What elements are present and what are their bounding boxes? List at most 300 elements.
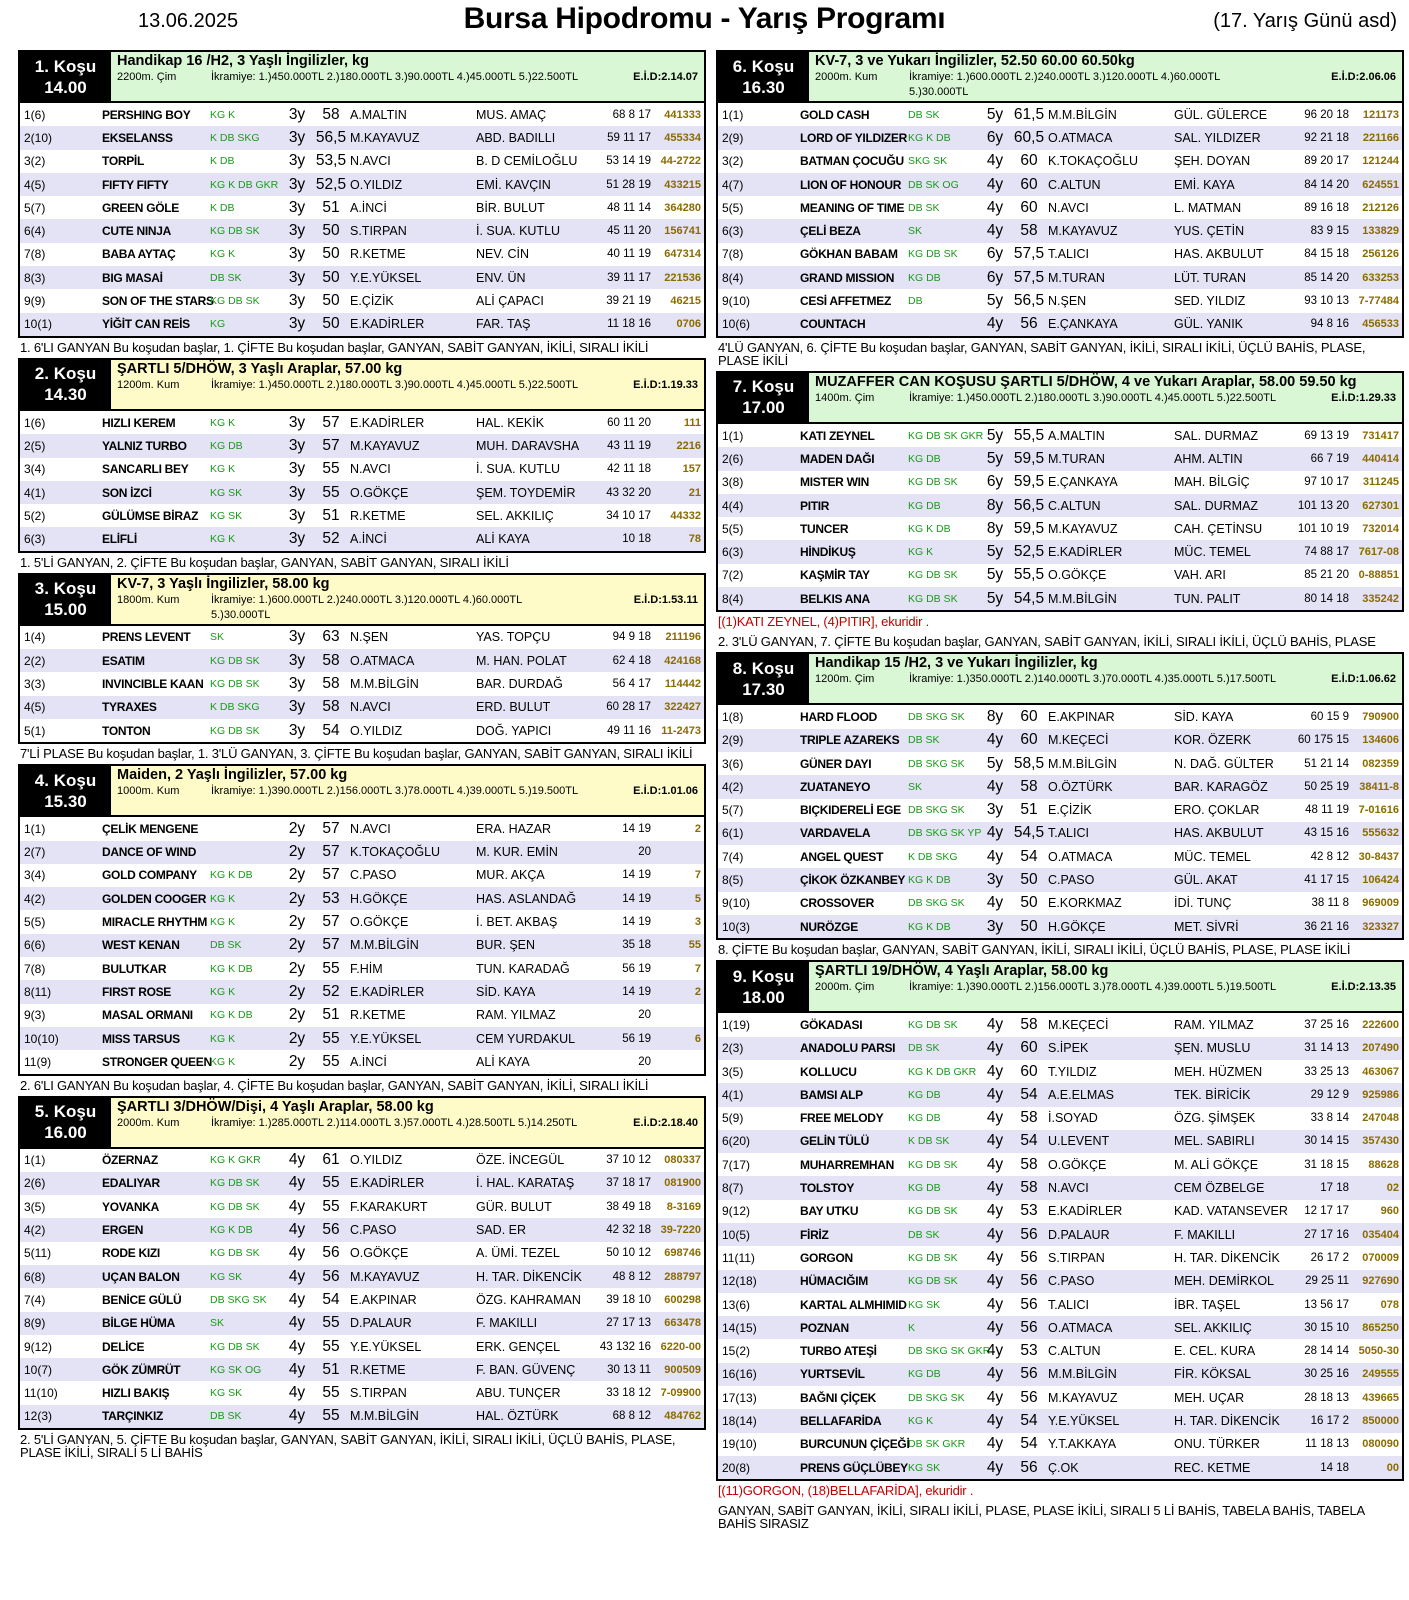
entry-number: 11(11) [722, 1250, 755, 1265]
table-row[interactable] [20, 1335, 704, 1358]
equipment: KG K DB GKR [908, 1065, 977, 1078]
table-row[interactable] [718, 892, 1402, 915]
owner: CEM ÖZBELGE [1174, 1181, 1265, 1196]
table-row[interactable] [20, 1149, 704, 1172]
table-row[interactable] [718, 173, 1402, 196]
stats: 10 18 [622, 533, 651, 546]
age: 8y [986, 496, 1004, 514]
table-row[interactable] [718, 447, 1402, 470]
table-row[interactable] [718, 1363, 1402, 1386]
jockey: E.KADİRLER [350, 317, 425, 332]
table-row[interactable] [20, 504, 704, 527]
entry-list [718, 103, 1402, 336]
horse-name: PRENS GÜÇLÜBEY [800, 1460, 908, 1475]
weight: 51 [1020, 801, 1038, 819]
stats: 14 19 [622, 822, 651, 835]
race-record: E.İ.D:2.06.06 [1331, 71, 1396, 83]
age: 4y [288, 1407, 306, 1425]
jockey: E.KADİRLER [350, 415, 425, 430]
table-row[interactable] [20, 1312, 704, 1335]
horse-name: FIRST ROSE [102, 984, 172, 999]
last-runs: 211196 [665, 631, 701, 644]
table-row[interactable] [718, 1409, 1402, 1432]
stats: 39 11 17 [607, 271, 651, 284]
table-row[interactable] [718, 1130, 1402, 1153]
stats: 33 25 13 [1304, 1065, 1349, 1078]
table-row[interactable] [718, 868, 1402, 891]
table-row[interactable] [718, 494, 1402, 517]
table-row[interactable] [718, 424, 1402, 447]
last-runs: 035404 [1362, 1228, 1399, 1241]
entry-number: 4(1) [722, 1087, 744, 1102]
equipment: KG K GKR [210, 1154, 261, 1167]
table-row[interactable] [718, 1060, 1402, 1083]
weight: 56 [1020, 1458, 1038, 1476]
race-time: 14.00 [44, 77, 87, 97]
equipment: KG DB SK [908, 569, 958, 582]
horse-name: KAŞMİR TAY [800, 568, 870, 583]
table-row[interactable] [718, 517, 1402, 540]
jockey: F.HİM [350, 961, 383, 976]
last-runs: 357430 [1362, 1135, 1399, 1148]
table-row[interactable] [20, 934, 704, 957]
equipment: KG K DB [908, 874, 951, 887]
owner: ENV. ÜN [476, 270, 526, 285]
age: 4y [986, 175, 1004, 193]
table-row[interactable] [20, 980, 704, 1003]
race-prize: İkramiye: 1.)450.000TL 2.)180.000TL 3.)90.000TL 4.)45.000TL 5.)22.500TL [211, 378, 579, 391]
owner: HAS. ASLANDAĞ [476, 891, 577, 906]
jockey: T.ALICI [1048, 826, 1089, 841]
stats: 33 18 12 [606, 1387, 651, 1400]
table-row[interactable] [718, 752, 1402, 775]
entry-number: 11(9) [24, 1054, 52, 1069]
horse-name: BAMSI ALP [800, 1087, 863, 1102]
table-row[interactable] [718, 1316, 1402, 1339]
race-number: 7. Koşu [732, 377, 795, 397]
jockey: H.GÖKÇE [1048, 919, 1106, 934]
table-row[interactable] [20, 243, 704, 266]
horse-name: GORGON [800, 1250, 853, 1265]
table-row[interactable] [20, 313, 704, 336]
weight: 57,5 [1013, 268, 1045, 286]
table-row[interactable] [20, 649, 704, 672]
last-runs: 484762 [664, 1410, 701, 1423]
horse-name: DANCE OF WIND [102, 845, 197, 860]
table-row[interactable] [718, 471, 1402, 494]
jockey: O.ATMACA [1048, 130, 1113, 145]
entry-number: 10(5) [722, 1227, 751, 1242]
age: 6y [986, 473, 1004, 491]
entry-number: 10(6) [722, 317, 751, 332]
owner: CEM YURDAKUL [476, 1031, 576, 1046]
table-row[interactable] [20, 219, 704, 242]
jockey: O.GÖKÇE [1048, 1157, 1107, 1172]
table-row[interactable] [20, 1242, 704, 1265]
jockey: D.PALAUR [350, 1316, 412, 1331]
table-row[interactable] [20, 672, 704, 695]
owner: N. DAĞ. GÜLTER [1174, 756, 1274, 771]
horse-name: INVINCIBLE KAAN [102, 676, 204, 691]
age: 4y [986, 1295, 1004, 1313]
table-row[interactable] [20, 126, 704, 149]
age: 3y [288, 413, 306, 431]
owner: B. D CEMİLOĞLU [476, 154, 578, 169]
table-row[interactable] [20, 864, 704, 887]
table-row[interactable] [718, 1083, 1402, 1106]
table-row[interactable] [20, 1358, 704, 1381]
table-row[interactable] [718, 150, 1402, 173]
equipment: K DB SK [908, 1135, 950, 1148]
jockey: N.AVCI [350, 821, 391, 836]
race-block [716, 50, 1404, 338]
table-row[interactable] [718, 126, 1402, 149]
table-row[interactable] [20, 1265, 704, 1288]
stats: 30 13 11 [607, 1363, 651, 1376]
table-row[interactable] [20, 887, 704, 910]
stats: 43 15 16 [1304, 827, 1349, 840]
last-runs: 627301 [1362, 499, 1399, 512]
owner: TUN. PALIT [1174, 591, 1241, 606]
race-prize: İkramiye: 1.)390.000TL 2.)156.000TL 3.)78.000TL 4.)39.000TL 5.)19.500TL [909, 981, 1277, 994]
equipment: DB SKG SK [908, 1391, 965, 1404]
stats: 38 11 8 [1311, 897, 1349, 910]
stats: 40 11 19 [607, 248, 651, 261]
weight: 58 [1020, 777, 1038, 795]
stats: 84 15 18 [1304, 248, 1349, 261]
race-block [18, 1096, 706, 1431]
owner: ALİ KAYA [476, 532, 530, 547]
entry-number: 1(1) [722, 107, 744, 122]
race-title: MUZAFFER CAN KOŞUSU ŞARTLI 5/DHÖW, 4 ve Yukarı Araplar, 58.00 59.50 kg [815, 373, 1357, 390]
last-runs: 2 [694, 822, 701, 835]
last-runs: 78 [688, 533, 701, 546]
table-row[interactable] [718, 289, 1402, 312]
table-row[interactable] [20, 1288, 704, 1311]
owner: ŞEH. DOYAN [1174, 154, 1251, 169]
race-number-box [20, 52, 111, 101]
table-row[interactable] [20, 527, 704, 550]
equipment: DB SK [210, 271, 242, 284]
race-record: E.İ.D:2.18.40 [633, 1116, 698, 1129]
race-prize: İkramiye: 1.)450.000TL 2.)180.000TL 3.)90.000TL 4.)45.000TL 5.)22.500TL [909, 391, 1277, 404]
equipment: DB SK [210, 939, 242, 952]
stats: 37 25 16 [1304, 1018, 1349, 1031]
last-runs: 221536 [664, 271, 701, 284]
stats: 30 25 16 [1304, 1368, 1349, 1381]
race-number-box [718, 52, 809, 101]
horse-name: FİRİZ [800, 1227, 829, 1242]
last-runs: 21 [688, 486, 701, 499]
weight: 54 [1020, 1435, 1038, 1453]
owner: LÜT. TURAN [1174, 270, 1247, 285]
last-runs: 0-88851 [1358, 569, 1399, 582]
equipment: KG DB SK [210, 1200, 260, 1213]
jockey: C.PASO [1048, 873, 1095, 888]
race-info [111, 575, 704, 624]
race-title: Handikap 15 /H2, 3 ve Yukarı İngilizler, kg [815, 655, 1098, 672]
weight: 56 [1020, 1365, 1038, 1383]
table-row[interactable] [20, 1195, 704, 1218]
table-row[interactable] [20, 696, 704, 719]
jockey: M.M.BİLGİN [1048, 107, 1117, 122]
equipment: KG DB SK [210, 677, 260, 690]
stats: 85 21 20 [1304, 569, 1349, 582]
jockey: M.KEÇECİ [1048, 733, 1109, 748]
race-number: 4. Koşu [34, 770, 97, 790]
race-info [809, 52, 1402, 101]
weight: 55 [322, 1407, 340, 1425]
table-row[interactable] [20, 817, 704, 840]
last-runs: 121173 [1362, 108, 1399, 121]
owner: İ. SUA. KUTLU [476, 224, 561, 239]
entry-number: 1(6) [24, 415, 46, 430]
table-row[interactable] [718, 1293, 1402, 1316]
table-row[interactable] [718, 219, 1402, 242]
race-header [20, 575, 704, 626]
entry-number: 3(2) [722, 154, 744, 169]
last-runs: 5050-30 [1358, 1345, 1399, 1358]
weight: 51 [322, 198, 340, 216]
horse-name: HIZLI KEREM [102, 415, 176, 430]
equipment: KG K DB [210, 869, 253, 882]
table-row[interactable] [718, 799, 1402, 822]
table-row[interactable] [20, 458, 704, 481]
stats: 89 20 17 [1304, 155, 1349, 168]
horse-name: MADEN DAĞI [800, 451, 875, 466]
equipment: KG DB [908, 271, 941, 284]
last-runs: 44-2722 [660, 155, 701, 168]
equipment: DB SKG SK [908, 897, 965, 910]
table-row[interactable] [20, 1218, 704, 1241]
weight: 63 [322, 628, 340, 646]
horse-name: COUNTACH [800, 317, 866, 332]
horse-name: BAY UTKU [800, 1204, 859, 1219]
stats: 50 10 12 [606, 1247, 651, 1260]
entry-number: 7(8) [722, 247, 744, 262]
table-row[interactable] [718, 1037, 1402, 1060]
table-row[interactable] [718, 587, 1402, 610]
horse-name: GREEN GÖLE [102, 200, 180, 215]
weight: 54 [1020, 1085, 1038, 1103]
age: 4y [986, 824, 1004, 842]
table-row[interactable] [20, 173, 704, 196]
horse-name: SON OF THE STARS [102, 294, 214, 309]
table-row[interactable] [20, 626, 704, 649]
weight: 59,5 [1013, 449, 1045, 467]
race-distance: 1400m. Çim [815, 391, 875, 404]
table-row[interactable] [20, 481, 704, 504]
age: 4y [986, 1202, 1004, 1220]
table-row[interactable] [718, 1013, 1402, 1036]
last-runs: 7 [694, 962, 701, 975]
table-row[interactable] [20, 719, 704, 742]
table-row[interactable] [718, 1270, 1402, 1293]
weight: 56 [1020, 1272, 1038, 1290]
table-row[interactable] [20, 289, 704, 312]
table-row[interactable] [20, 266, 704, 289]
stats: 16 17 2 [1310, 1415, 1349, 1427]
race-distance: 2000m. Kum [815, 71, 878, 83]
age: 2y [288, 982, 306, 1000]
table-row[interactable] [718, 103, 1402, 126]
equipment: KG DB SK [908, 1251, 958, 1264]
race-number-box [20, 766, 111, 815]
table-row[interactable] [718, 915, 1402, 938]
entry-number: 1(6) [24, 107, 46, 122]
entry-list [20, 626, 704, 742]
entry-number: 14(15) [722, 1320, 757, 1335]
weight: 60 [1020, 198, 1038, 216]
table-row[interactable] [718, 313, 1402, 336]
last-runs: 6220-00 [660, 1340, 701, 1353]
stats: 94 8 16 [1310, 318, 1349, 331]
owner: SED. YILDIZ [1174, 294, 1246, 309]
table-row[interactable] [20, 411, 704, 434]
entry-number: 4(7) [722, 177, 744, 192]
table-row[interactable] [20, 434, 704, 457]
stats: 14 19 [622, 985, 651, 998]
table-row[interactable] [718, 243, 1402, 266]
last-runs: 732014 [1362, 522, 1399, 535]
table-row[interactable] [718, 564, 1402, 587]
entry-number: 3(5) [24, 1199, 46, 1214]
last-runs: 88628 [1368, 1158, 1399, 1171]
equipment: KG SK [908, 1298, 941, 1311]
last-runs: 698746 [664, 1247, 701, 1260]
table-row[interactable] [718, 1153, 1402, 1176]
table-row[interactable] [718, 822, 1402, 845]
table-row[interactable] [20, 957, 704, 980]
race-info [809, 654, 1402, 703]
stats: 14 19 [622, 869, 651, 882]
race-record: E.İ.D:1.01.06 [633, 785, 698, 798]
owner: İ. SUA. KUTLU [476, 462, 561, 477]
entry-number: 1(4) [24, 630, 46, 645]
equipment: DB SK [908, 108, 940, 121]
equipment: KG DB SK [210, 295, 260, 308]
jockey: S.TIRPAN [1048, 1250, 1105, 1265]
table-row[interactable] [20, 841, 704, 864]
table-row[interactable] [718, 1246, 1402, 1269]
table-row[interactable] [20, 196, 704, 219]
entry-number: 7(8) [24, 961, 46, 976]
owner: İ. BET. AKBAŞ [476, 915, 558, 930]
race-record: E.İ.D:1.29.33 [1331, 391, 1396, 404]
table-row[interactable] [20, 1405, 704, 1428]
owner: SAL. DURMAZ [1174, 428, 1259, 443]
jockey: R.KETME [350, 247, 406, 262]
age: 3y [288, 628, 306, 646]
race-number: 2. Koşu [34, 364, 97, 384]
equipment: KG K [908, 546, 934, 559]
jockey: O.ÖZTÜRK [1048, 779, 1113, 794]
weight: 58 [322, 651, 340, 669]
table-row[interactable] [718, 1339, 1402, 1362]
stats: 12 17 17 [1304, 1205, 1349, 1218]
entry-number: 2(6) [24, 1176, 46, 1191]
table-row[interactable] [718, 540, 1402, 563]
age: 4y [288, 1360, 306, 1378]
equipment: SK [210, 631, 225, 644]
age: 4y [288, 1221, 306, 1239]
table-row[interactable] [718, 705, 1402, 728]
owner: HAL. ÖZTÜRK [476, 1409, 559, 1424]
horse-name: ANADOLU PARSI [800, 1041, 896, 1056]
horse-name: BELLAFARİDA [800, 1414, 882, 1428]
last-runs: 082359 [1362, 757, 1399, 770]
last-runs: 133829 [1362, 225, 1399, 238]
equipment: KG SK [210, 509, 243, 522]
table-row[interactable] [718, 1176, 1402, 1199]
table-row[interactable] [20, 1172, 704, 1195]
table-row[interactable] [20, 1027, 704, 1050]
table-row[interactable] [20, 1381, 704, 1404]
entry-number: 4(2) [24, 891, 46, 906]
equipment: KG K [210, 985, 236, 998]
owner: F. MAKILLI [476, 1316, 538, 1331]
table-row[interactable] [20, 1004, 704, 1027]
jockey: M.TURAN [1048, 451, 1105, 466]
table-row[interactable] [20, 103, 704, 126]
entry-number: 12(18) [722, 1274, 757, 1289]
table-row[interactable] [718, 196, 1402, 219]
equipment: KG [210, 318, 226, 331]
table-row[interactable] [718, 1107, 1402, 1130]
table-row[interactable] [718, 1456, 1402, 1479]
table-row[interactable] [718, 266, 1402, 289]
stats: 14 19 [622, 916, 651, 929]
table-row[interactable] [20, 1050, 704, 1073]
equipment: KG K [210, 916, 236, 929]
equipment: KG DB [908, 499, 941, 512]
table-row[interactable] [718, 1433, 1402, 1456]
owner: AHM. ALTIN [1174, 451, 1243, 466]
entry-number: 6(3) [722, 224, 744, 239]
owner: SİD. KAYA [1174, 709, 1234, 724]
entry-number: 17(13) [722, 1390, 757, 1405]
jockey: S.İPEK [1048, 1041, 1089, 1056]
entry-number: 18(14) [722, 1414, 757, 1428]
weight: 59,5 [1013, 473, 1045, 491]
race-number-box [718, 962, 809, 1011]
entry-number: 7(17) [722, 1157, 751, 1172]
table-row[interactable] [718, 1200, 1402, 1223]
entry-number: 3(8) [722, 475, 744, 490]
race-header [20, 766, 704, 817]
entry-number: 2(2) [24, 653, 46, 668]
owner: TUN. KARADAĞ [476, 961, 570, 976]
owner: NEV. CİN [476, 247, 530, 262]
age: 4y [986, 1085, 1004, 1103]
table-row[interactable] [718, 729, 1402, 752]
age: 5y [986, 449, 1004, 467]
stats: 97 10 17 [1304, 476, 1349, 489]
weight: 58 [1020, 1155, 1038, 1173]
table-row[interactable] [718, 775, 1402, 798]
table-row[interactable] [718, 845, 1402, 868]
race-info [111, 360, 704, 409]
table-row[interactable] [20, 150, 704, 173]
stats: 62 4 18 [612, 654, 651, 667]
entry-list [20, 411, 704, 551]
table-row[interactable] [718, 1223, 1402, 1246]
age: 2y [288, 913, 306, 931]
equipment: KG DB SK [210, 654, 260, 667]
table-row[interactable] [20, 910, 704, 933]
horse-name: YOVANKA [102, 1199, 160, 1214]
table-row[interactable] [718, 1386, 1402, 1409]
